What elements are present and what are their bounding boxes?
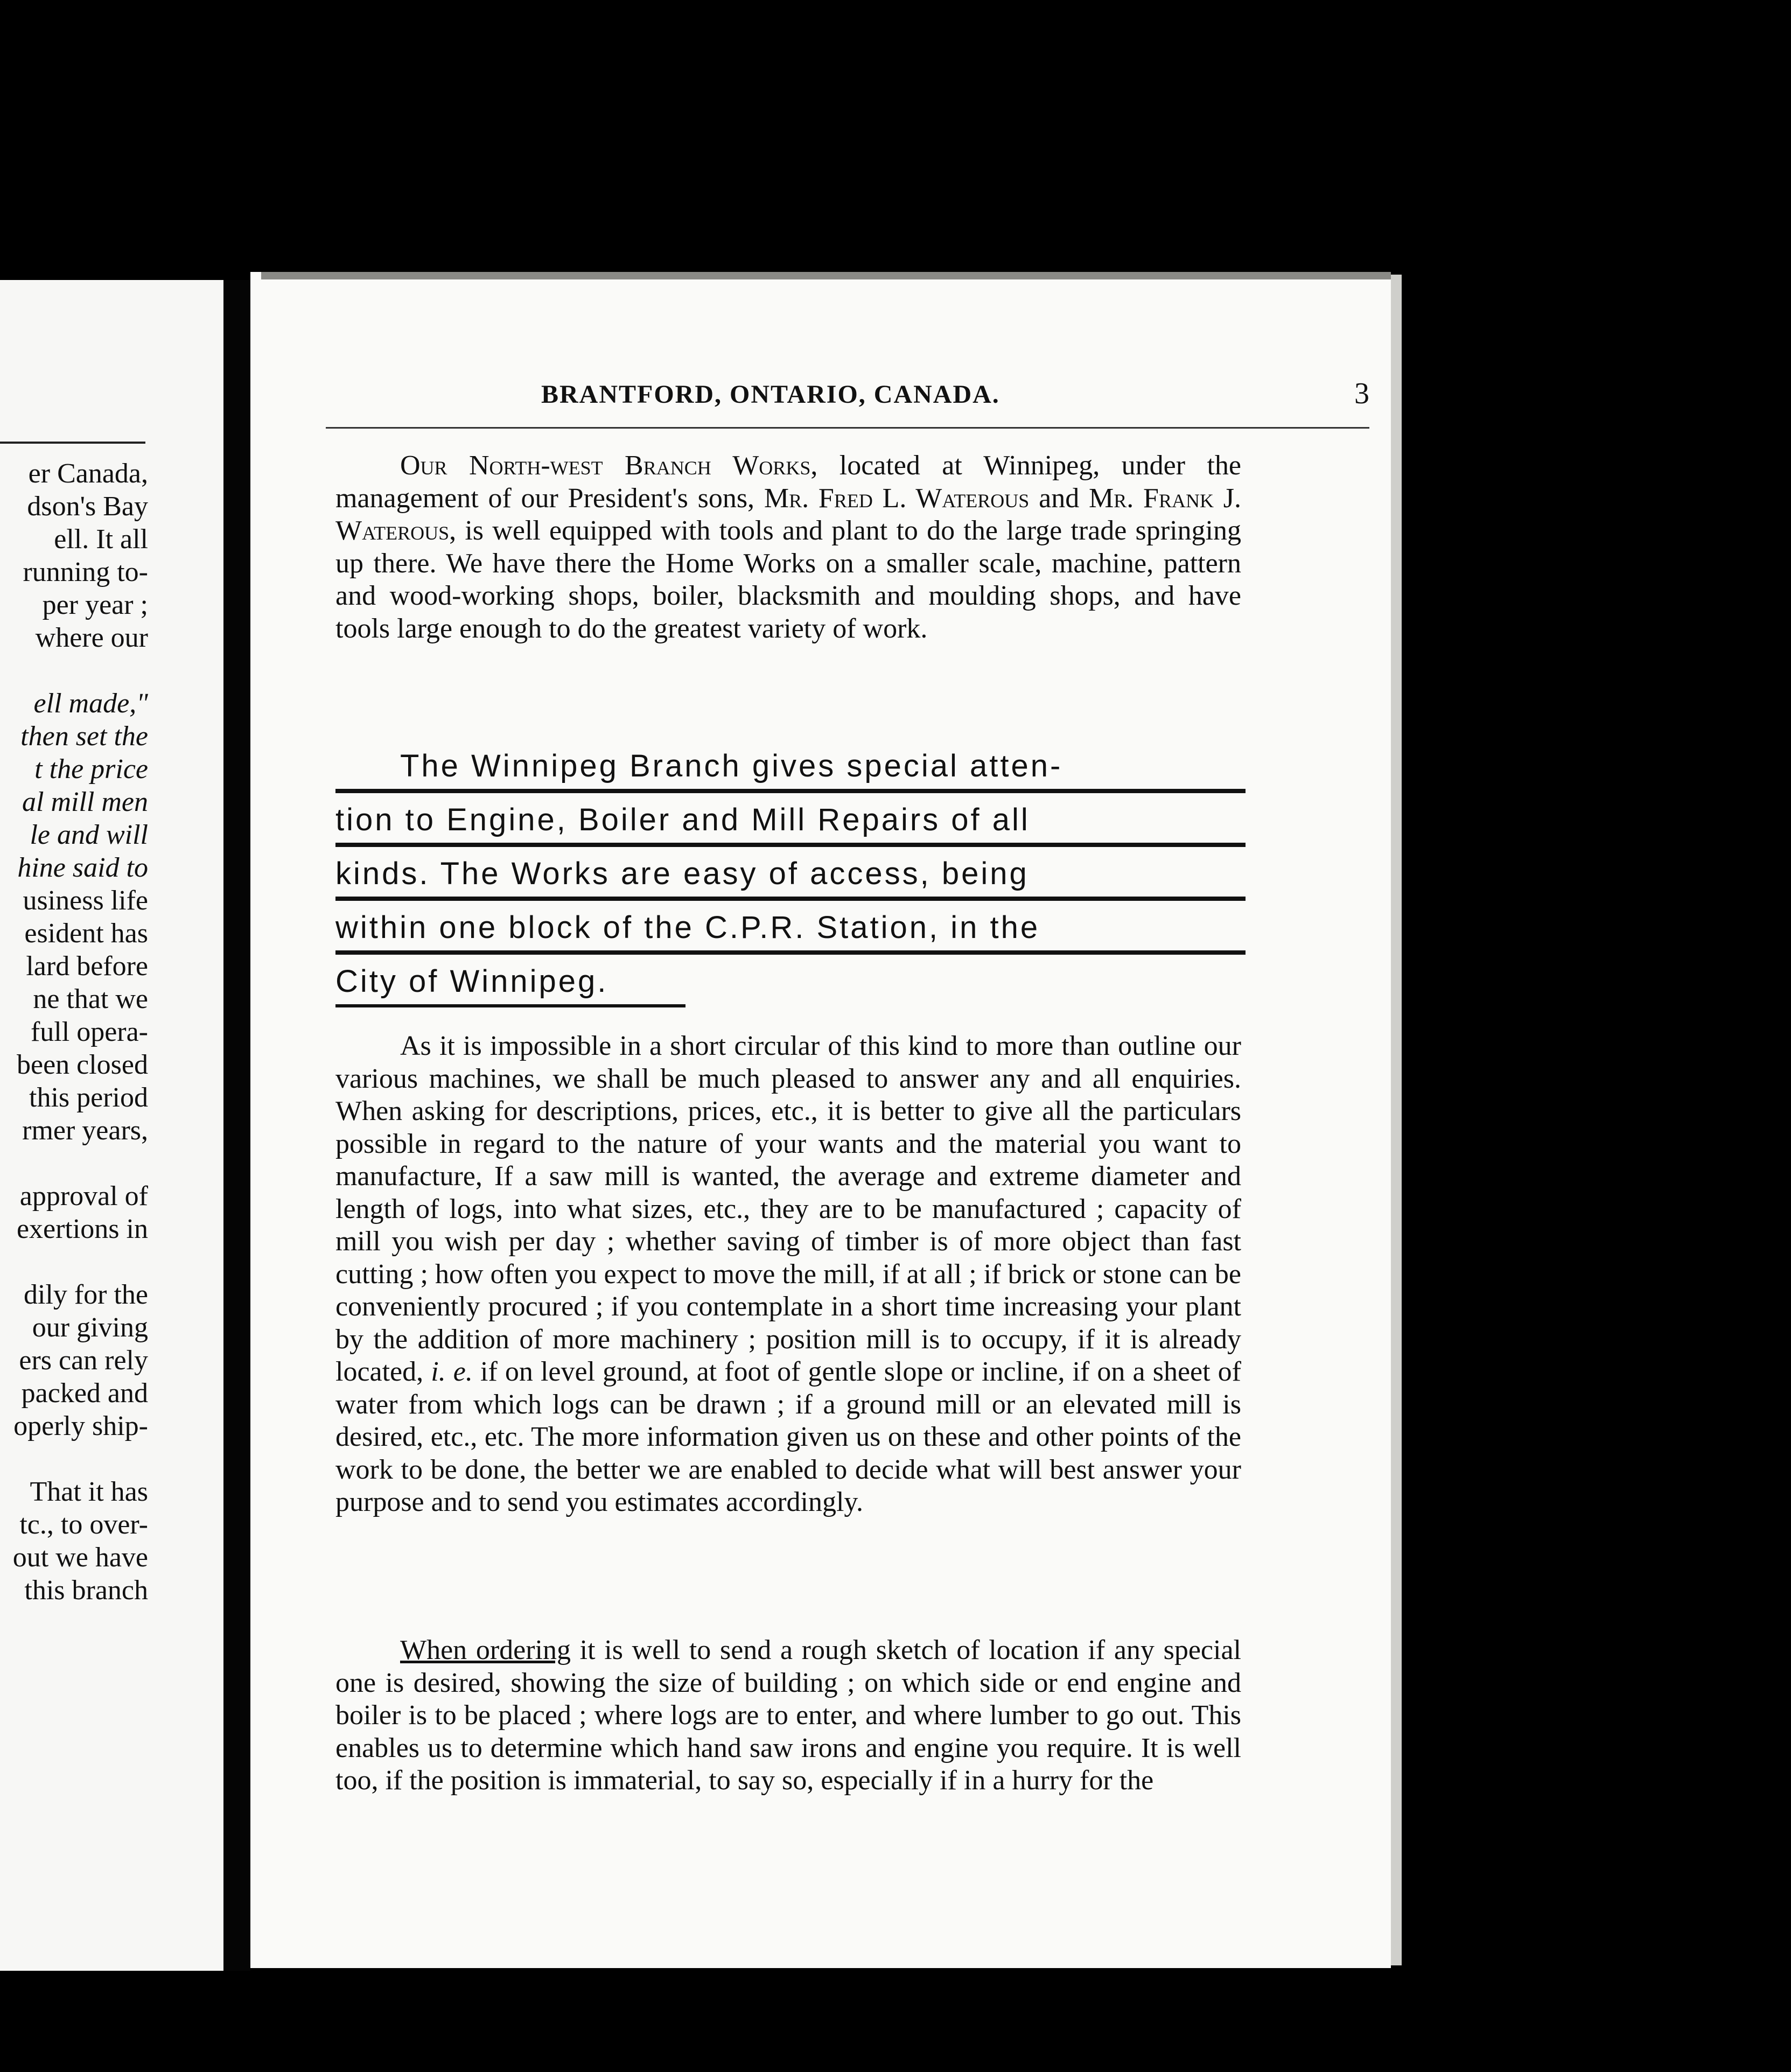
winnipeg-notice bbox=[335, 739, 1246, 1007]
page-number: 3 bbox=[1354, 377, 1369, 410]
left-page-line: full opera- bbox=[30, 1017, 148, 1047]
left-page-line: er Canada, bbox=[28, 458, 148, 489]
left-page-fragment bbox=[0, 280, 223, 1971]
left-page-rule bbox=[0, 442, 145, 444]
notice-line: kinds. The Works are easy of access, being bbox=[335, 847, 1246, 901]
left-page-line: tc., to over- bbox=[19, 1509, 148, 1540]
paragraph-text: and bbox=[1029, 482, 1089, 514]
paragraph-branch-works bbox=[335, 450, 1241, 645]
notice-line: The Winnipeg Branch gives special atten- bbox=[335, 739, 1246, 793]
left-page-line: where our bbox=[35, 622, 148, 653]
left-page-line: t the price bbox=[34, 754, 148, 785]
name-fred: Mr. Fred L. Waterous bbox=[764, 482, 1030, 514]
paragraph-ordering bbox=[335, 1634, 1241, 1797]
left-page-line: le and will bbox=[30, 820, 148, 850]
left-page-line: That it has bbox=[30, 1476, 148, 1507]
left-page-line: then set the bbox=[20, 721, 148, 752]
paragraph-text: , is well equipped with tools and plant to do the large trade springing up there. We have there the Home Works on a smaller scale, machine, pattern and wood-working shops, boiler, blacksmith and moulding shops, and have tools large enough to do the greatest variety of work. bbox=[335, 515, 1241, 644]
left-page-line: this period bbox=[29, 1082, 148, 1113]
left-page-line: our giving bbox=[32, 1312, 148, 1343]
left-page-line: dily for the bbox=[23, 1279, 148, 1310]
header-rule bbox=[326, 427, 1369, 429]
left-page-line: esident has bbox=[24, 918, 148, 949]
paragraph-text: located at Winnipeg, under the management of our President's sons, bbox=[335, 450, 1241, 514]
document-page bbox=[250, 272, 1391, 1968]
paragraph-text: it is well to send a rough sketch of location if any special one is desired, showing the size of building ; on which side or end engine and boiler is to be placed ; where logs are to enter, and where lumber to go out. This enables us to determine which hand saw irons and engine you require. It is well too, if the position is immaterial, to say so, especially if in a hurry for the bbox=[335, 1635, 1241, 1796]
name-frank: Mr. Frank J. Waterous bbox=[335, 482, 1241, 546]
running-head bbox=[326, 377, 1369, 417]
left-page-line: approval of bbox=[19, 1181, 148, 1212]
page-edge bbox=[1391, 275, 1402, 1965]
page-gutter bbox=[223, 280, 250, 1971]
left-page-line: packed and bbox=[21, 1378, 148, 1409]
left-page-line: running to- bbox=[23, 557, 148, 587]
abbreviation-ie: i. e. bbox=[431, 1356, 473, 1387]
left-page-line: hine said to bbox=[17, 852, 148, 883]
left-page-line: lard before bbox=[26, 951, 148, 982]
left-page-line: this branch bbox=[24, 1575, 148, 1606]
left-page-line: al mill men bbox=[22, 787, 148, 817]
running-head-title: BRANTFORD, ONTARIO, CANADA. bbox=[541, 380, 1000, 409]
left-page-line: ell. It all bbox=[54, 524, 148, 555]
notice-line: tion to Engine, Boiler and Mill Repairs of all bbox=[335, 793, 1246, 847]
left-page-line: ell made," bbox=[33, 688, 148, 719]
when-ordering-lead: When ordering bbox=[400, 1635, 571, 1665]
notice-line: City of Winnipeg. bbox=[335, 955, 685, 1007]
page-top-edge bbox=[261, 272, 1391, 279]
notice-line: within one block of the C.P.R. Station, in the bbox=[335, 901, 1246, 955]
left-page-line: ers can rely bbox=[19, 1345, 148, 1376]
left-page-line: rmer years, bbox=[22, 1115, 148, 1146]
paragraph-text: As it is impossible in a short circular of this kind to more than outline our various machines, we shall be much pleased to answer any and all enquiries. When asking for descriptions, prices, etc., it is better to give all the particulars possible in regard to the nature of your wants and the material you want to manufacture, If a saw mill is wanted, the average and extreme diameter and length of logs, into what sizes, etc., they are to be manufactured ; capacity of mill you wish per day ; whether saving of timber is of more object than fast cutting ; how often you expect to move the mill, if at all ; if brick or stone can be conveniently procured ; if you contemplate in a short time increasing your plant by the addition of more machinery ; position mill is to occupy, if it is already located, bbox=[335, 1031, 1241, 1387]
left-page-line: been closed bbox=[16, 1049, 148, 1080]
left-page-line: usiness life bbox=[23, 885, 148, 916]
left-page-line: ne that we bbox=[33, 984, 148, 1014]
left-page-line: dson's Bay bbox=[27, 491, 148, 522]
left-page-line: out we have bbox=[12, 1542, 148, 1573]
left-page-line: operly ship- bbox=[13, 1411, 148, 1441]
paragraph-enquiries bbox=[335, 1030, 1241, 1519]
paragraph-text: if on level ground, at foot of gentle slope or incline, if on a sheet of water from which logs can be drawn ; if a ground mill or an elevated mill is desired, etc., etc. The more information given us on these and other points of the work to be done, the better we are enabled to decide what will best answer your purpose and to send you estimates accordingly. bbox=[335, 1356, 1241, 1517]
left-page-line: per year ; bbox=[42, 590, 148, 620]
paragraph-lead: Our North-west Branch Works, bbox=[400, 450, 818, 481]
left-page-line: exertions in bbox=[16, 1214, 148, 1244]
